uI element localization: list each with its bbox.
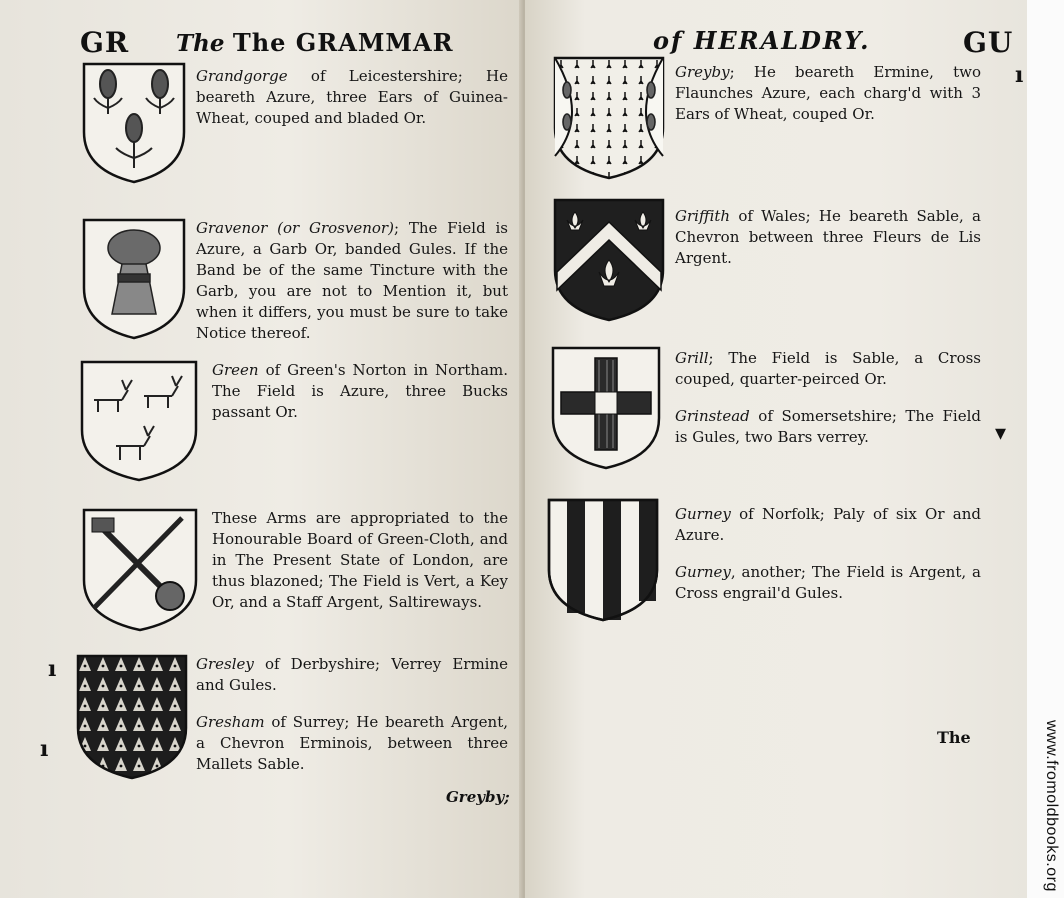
- left-page: [0, 0, 523, 898]
- entry-name: Gresley: [196, 655, 254, 673]
- shield-grandgorge: [82, 62, 186, 184]
- shield-grill: [551, 346, 661, 470]
- right-header-abbr: GU: [963, 26, 1014, 59]
- shield-green-cloth: [82, 508, 198, 632]
- entry-text: of Surrey; He beareth Argent, a Chevron Erminois, between three Mallets Sable.: [196, 713, 508, 773]
- left-header-title: The The GRAMMAR: [176, 28, 454, 57]
- entry-text: of Derbyshire; Verrey Ermine and Gules.: [196, 655, 508, 694]
- entry-text: ; The Field is Sable, a Cross couped, quarter-peirced Or.: [675, 349, 981, 388]
- shield-gresley: [76, 654, 188, 780]
- shield-griffith: [553, 198, 665, 322]
- entry-text: These Arms are appropriated to the Honourable Board of Green-Cloth, and in The Present State of London, are thus blazoned; The Field is Vert, a Key Or, and a Staff Argent, Saltireways.: [212, 509, 508, 611]
- entry-gurney-another: [675, 562, 981, 604]
- entry-text: of Leicestershire; He beareth Azure, three Ears of Guinea-Wheat, couped and bladed Or.: [196, 67, 508, 127]
- shield-green: [80, 360, 198, 482]
- entry-grill: [675, 348, 981, 390]
- margin-mark: ı: [40, 736, 49, 762]
- site-watermark: www.fromoldbooks.org: [1043, 720, 1060, 892]
- left-catchword: Greyby;: [446, 788, 510, 806]
- shield-greyby: [553, 56, 665, 180]
- margin-mark: ı: [1015, 62, 1024, 88]
- entry-green-cloth: [212, 508, 508, 613]
- left-header-title-text: The GRAMMAR: [232, 28, 454, 57]
- left-header-abbr: GR: [80, 26, 130, 59]
- right-catchword: The: [937, 728, 971, 747]
- entry-name: Grandgorge: [196, 67, 288, 85]
- entry-text: , another; The Field is Argent, a Cross engrail'd Gules.: [675, 563, 981, 602]
- entry-text: of Norfolk; Paly of six Or and Azure.: [675, 505, 981, 544]
- entry-text: of Wales; He beareth Sable, a Chevron between three Fleurs de Lis Argent.: [675, 207, 981, 267]
- entry-name: Greyby: [675, 63, 730, 81]
- shield-gravenor: [82, 218, 186, 340]
- entry-name: Gurney: [675, 505, 731, 523]
- margin-mark: ı: [48, 656, 57, 682]
- margin-mark: ▾: [995, 420, 1007, 446]
- entry-name: Grinstead: [675, 407, 750, 425]
- entry-name: Gresham: [196, 713, 265, 731]
- entry-name: Green: [212, 361, 259, 379]
- entry-gresley: [196, 654, 508, 696]
- right-page: [525, 0, 1027, 898]
- entry-text: ; The Field is Azure, a Garb Or, banded Gules. If the Band be of the same Tincture with the Garb, you are not to Mention it, but when it differs, you must be sure to take Notice thereof.: [196, 219, 508, 342]
- entry-gravenor: [196, 218, 508, 344]
- entry-gurney: [675, 504, 981, 546]
- entry-grinstead: [675, 406, 981, 448]
- entry-text: ; He beareth Ermine, two Flaunches Azure, each charg'd with 3 Ears of Wheat, couped Or.: [675, 63, 981, 123]
- entry-name: Griffith: [675, 207, 731, 225]
- entry-gresham: [196, 712, 508, 775]
- shield-gurney: [547, 498, 659, 622]
- entry-name: Gravenor (or Grosvenor): [196, 219, 394, 237]
- entry-greyby: [675, 62, 981, 125]
- entry-text: of Green's Norton in Northam. The Field is Azure, three Bucks passant Or.: [212, 361, 508, 421]
- entry-green: [212, 360, 508, 423]
- entry-text: of Somersetshire; The Field is Gules, two Bars verrey.: [675, 407, 981, 446]
- entry-name: Grill: [675, 349, 709, 367]
- entry-name: Gurney: [675, 563, 731, 581]
- entry-griffith: [675, 206, 981, 269]
- entry-grandgorge: [196, 66, 508, 129]
- right-header-title: of HERALDRY.: [653, 26, 871, 55]
